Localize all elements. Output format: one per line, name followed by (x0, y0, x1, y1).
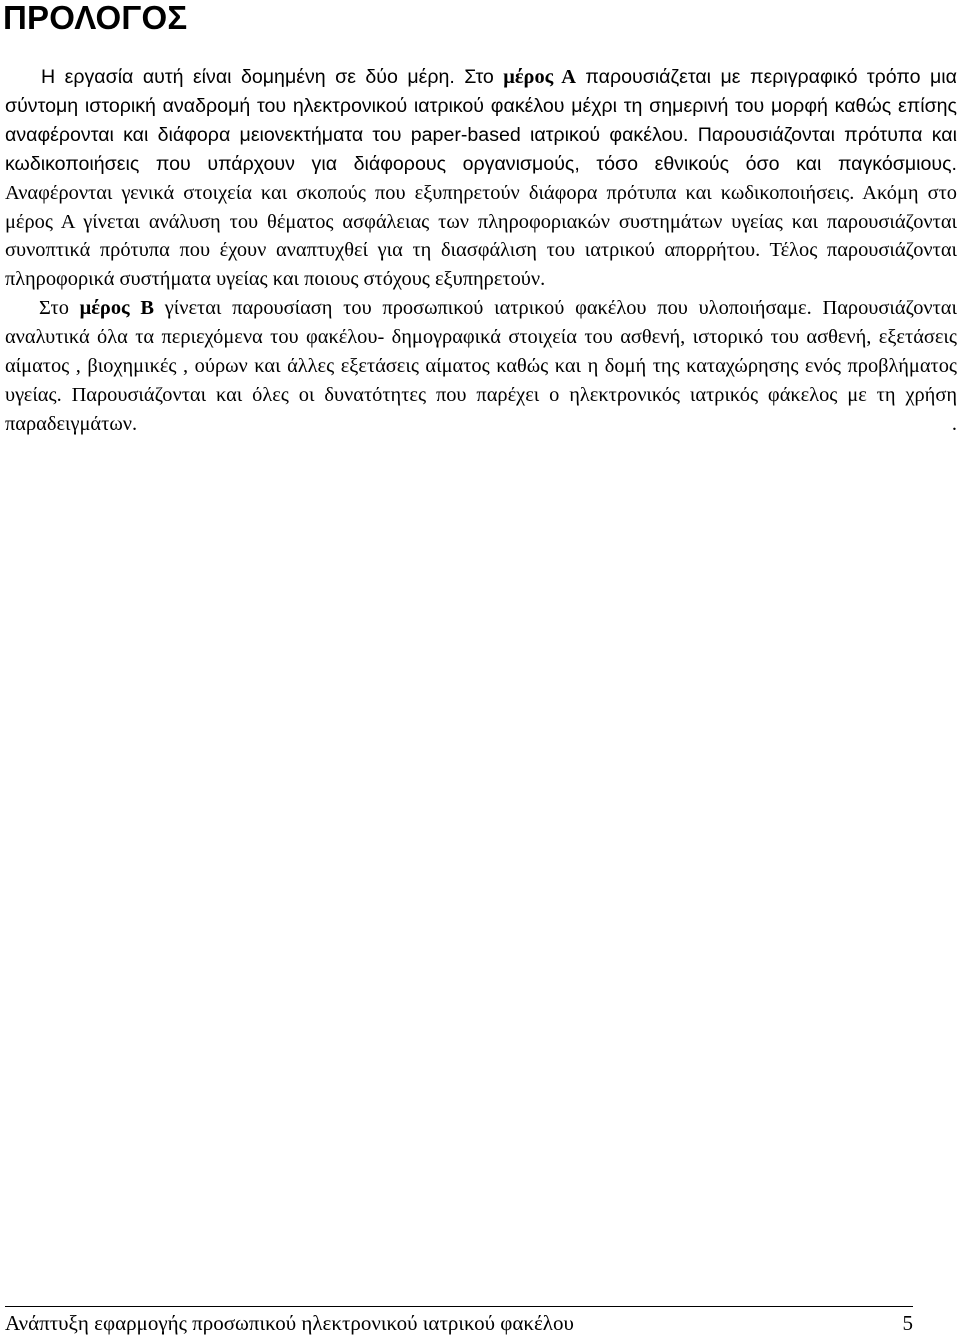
paragraph-text: Στο (39, 297, 80, 320)
page-number: 5 (902, 1311, 913, 1335)
page-footer (5, 1306, 913, 1337)
paragraph-text: Αναφέρονται γενικά στοιχεία και σκοπούς που εξυπηρετούν διάφορα πρότυπα και κωδικοποιήσεις. Ακόμη στο μέρος Α γίνεται ανάλυση του θέματος ασφάλειας των πληροφοριακών συστημάτων υγείας και παρουσιάζονται συνοπτικά πρότυπα που έχουν αναπτυχθεί για τη διασφάλιση του ιατρικού απορρήτου. Τέλος παρουσιάζονται πληροφορικά συστήματα υγείας και ποιους στόχους εξυπηρετούν. (5, 181, 957, 291)
paragraph-part-a (5, 63, 957, 294)
paragraph-text: Η εργασία αυτή είναι δομημένη σε δύο μέρη. Στο (41, 66, 504, 88)
part-b-label: μέρος Β (79, 297, 154, 320)
part-a-label: μέρος Α (503, 66, 576, 88)
page-title: ΠΡΟΛΟΓΟΣ (3, 0, 188, 36)
paragraph-part-b (5, 294, 957, 439)
footer-title: Ανάπτυξη εφαρμογής προσωπικού ηλεκτρονικού ιατρικού φακέλου (5, 1311, 574, 1335)
body-text (5, 63, 957, 439)
paragraph-text: γίνεται παρουσίαση του προσωπικού ιατρικού φακέλου που υλοποιήσαμε. Παρουσιάζονται αναλυτικά όλα τα περιεχόμενα του φακέλου- δημογραφικά στοιχεία του ασθενή, ιστορικό του ασθενή, εξετάσεις αίματος , βιοχημικές , ούρων και άλλες εξετάσεις αίματος καθώς και η δομή της καταχώρησης ενός προβλήματος υγείας. Παρουσιάζονται και όλες οι δυνατότητες που παρέχει ο ηλεκτρονικός ιατρικός φάκελος με τη χρήση παραδειγμάτων. (5, 297, 957, 435)
paragraph-text: παρουσιάζεται με περιγραφικό τρόπο μια σύντομη ιστορική αναδρομή του ηλεκτρονικού ιατρικού φακέλου μέχρι τη σημερινή του μορφή καθώς επίσης αναφέρονται και διάφορα μειονεκτήματα του paper-based ιατρικού φακέλου. Παρουσιάζονται πρότυπα και κωδικοποιήσεις που υπάρχουν για διάφορους οργανισμούς, τόσο εθνικούς όσο και παγκόσμιους. (5, 66, 957, 175)
trailing-dot: . (951, 412, 957, 435)
